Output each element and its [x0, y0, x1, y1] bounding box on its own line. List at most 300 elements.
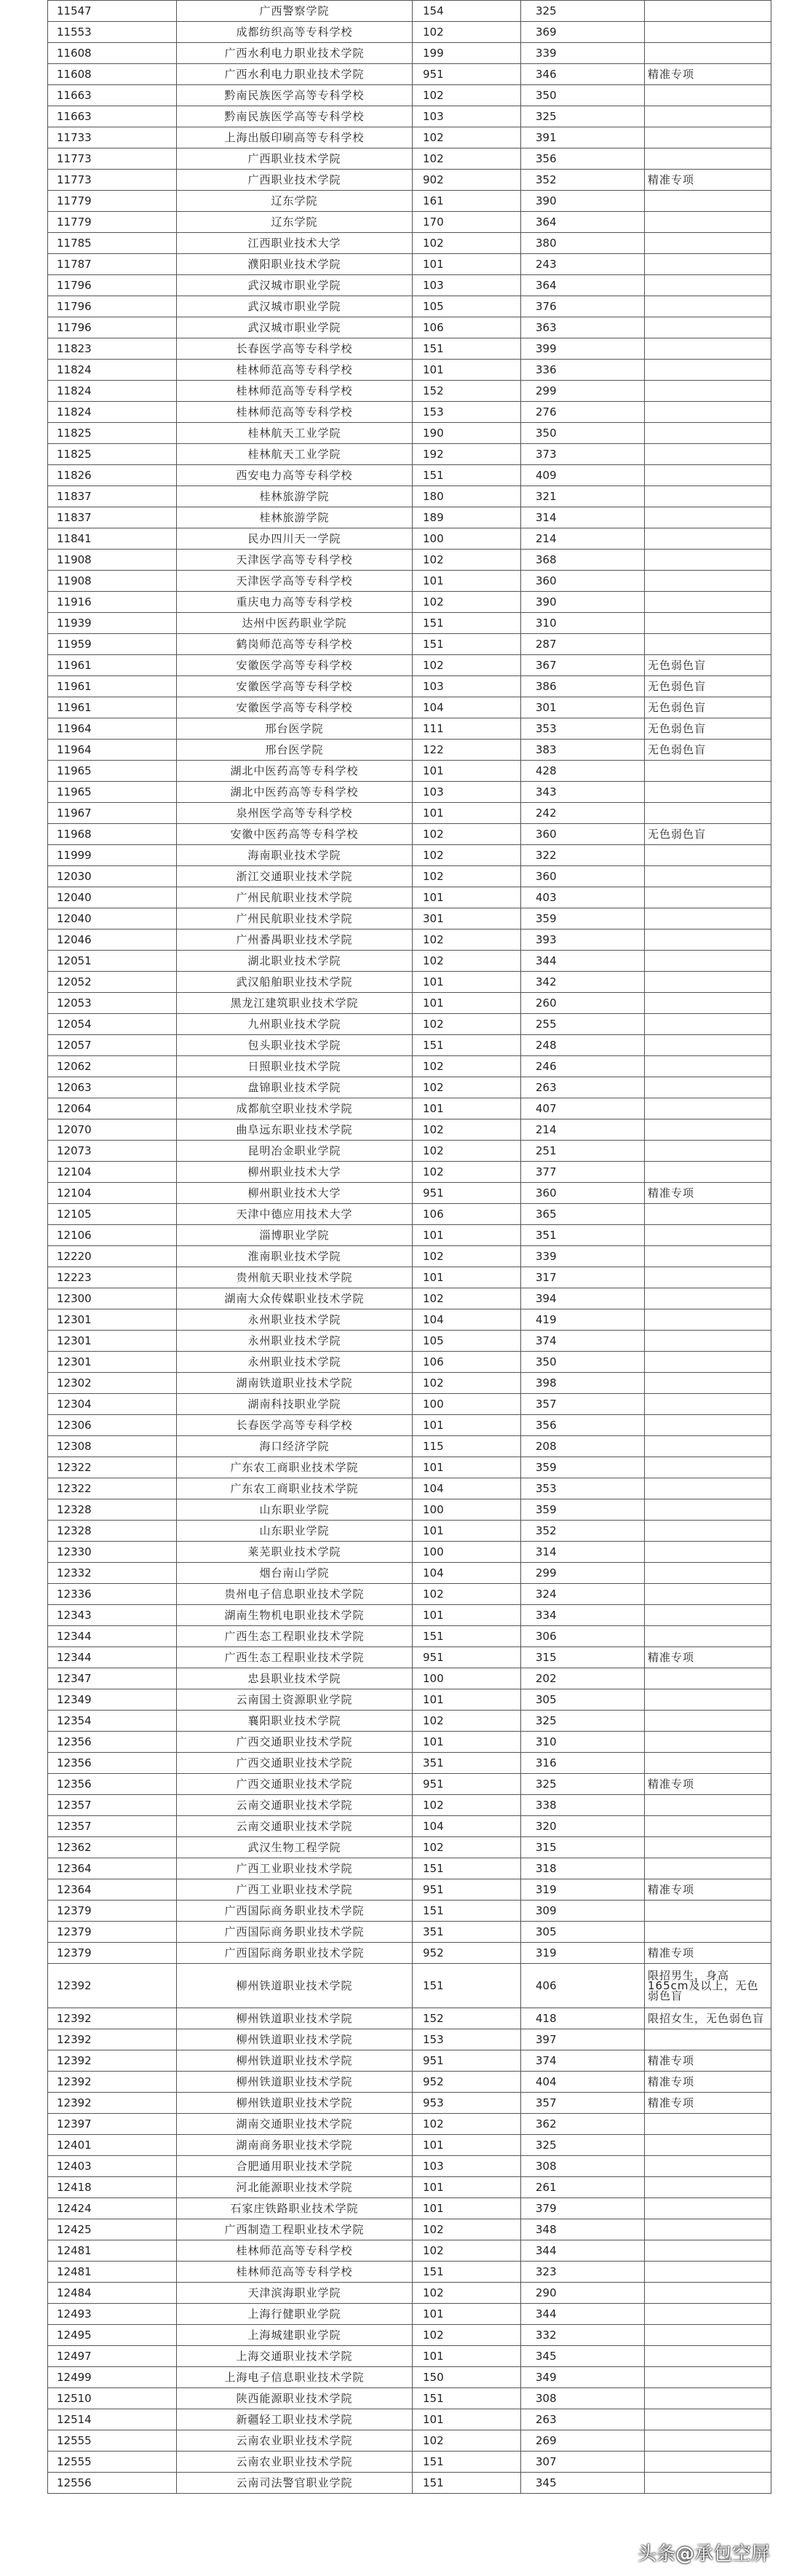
- score-cell: 208: [521, 1436, 645, 1457]
- note-cell: [645, 1816, 771, 1837]
- school-code-cell: 12301: [48, 1331, 177, 1352]
- score-cell: 310: [521, 613, 645, 634]
- school-code-cell: 12301: [48, 1309, 177, 1331]
- school-name-cell: 柳州职业技术大学: [177, 1183, 413, 1204]
- note-cell: [645, 254, 771, 275]
- school-name-cell: 安徽中医药高等专科学校: [177, 824, 413, 845]
- major-group-cell: 111: [413, 718, 521, 740]
- major-group-cell: 102: [413, 148, 521, 170]
- table-row: [48, 148, 771, 170]
- school-code-cell: 12062: [48, 1056, 177, 1077]
- major-group-cell: 153: [413, 402, 521, 423]
- school-code-cell: 11663: [48, 85, 177, 106]
- major-group-cell: 101: [413, 1605, 521, 1626]
- school-name-cell: 曲阜远东职业技术学院: [177, 1119, 413, 1141]
- school-code-cell: 12220: [48, 1246, 177, 1267]
- major-group-cell: 101: [413, 1098, 521, 1119]
- school-code-cell: 12344: [48, 1647, 177, 1668]
- school-name-cell: 永州职业技术学院: [177, 1352, 413, 1373]
- score-cell: 428: [521, 761, 645, 782]
- major-group-cell: 101: [413, 993, 521, 1014]
- table-row: [48, 2219, 771, 2240]
- school-code-cell: 12306: [48, 1415, 177, 1436]
- table-row: [48, 1457, 771, 1478]
- score-cell: 394: [521, 1288, 645, 1309]
- note-cell: [645, 1858, 771, 1879]
- score-cell: 214: [521, 1119, 645, 1141]
- major-group-cell: 192: [413, 444, 521, 465]
- major-group-cell: 102: [413, 1837, 521, 1858]
- table-row: [48, 1267, 771, 1288]
- note-cell: [645, 1331, 771, 1352]
- table-row: [48, 803, 771, 824]
- school-name-cell: 淄博职业学院: [177, 1225, 413, 1246]
- school-code-cell: 12362: [48, 1837, 177, 1858]
- major-group-cell: 151: [413, 613, 521, 634]
- table-row: [48, 233, 771, 254]
- score-cell: 373: [521, 444, 645, 465]
- school-name-cell: 烟台南山学院: [177, 1563, 413, 1584]
- school-code-cell: 12484: [48, 2283, 177, 2304]
- school-code-cell: 12104: [48, 1183, 177, 1204]
- table-row: [48, 972, 771, 993]
- school-name-cell: 广西生态工程职业技术学院: [177, 1647, 413, 1668]
- school-name-cell: 新疆轻工职业技术学院: [177, 2409, 413, 2430]
- table-row: [48, 1436, 771, 1457]
- school-code-cell: 11773: [48, 148, 177, 170]
- table-row: [48, 1225, 771, 1246]
- note-cell: [645, 1204, 771, 1225]
- score-cell: 323: [521, 2262, 645, 2283]
- score-cell: 309: [521, 1901, 645, 1922]
- table-row: [48, 887, 771, 908]
- school-name-cell: 桂林旅游学院: [177, 507, 413, 528]
- school-code-cell: 11916: [48, 592, 177, 613]
- school-code-cell: 11796: [48, 296, 177, 317]
- score-cell: 345: [521, 2473, 645, 2494]
- note-cell: [645, 908, 771, 930]
- table-row: [48, 1394, 771, 1415]
- note-cell: [645, 1457, 771, 1478]
- table-row: [48, 697, 771, 718]
- school-name-cell: 广西水利电力职业技术学院: [177, 64, 413, 85]
- major-group-cell: 102: [413, 2430, 521, 2452]
- school-name-cell: 天津滨海职业学院: [177, 2283, 413, 2304]
- school-code-cell: 12356: [48, 1732, 177, 1753]
- school-code-cell: 11773: [48, 170, 177, 191]
- school-name-cell: 莱芜职业技术学院: [177, 1542, 413, 1563]
- major-group-cell: 105: [413, 1331, 521, 1352]
- school-code-cell: 12495: [48, 2325, 177, 2346]
- table-row: [48, 1478, 771, 1499]
- school-code-cell: 11733: [48, 127, 177, 148]
- school-code-cell: 12330: [48, 1542, 177, 1563]
- score-cell: 360: [521, 1183, 645, 1204]
- school-name-cell: 天津中德应用技术大学: [177, 1204, 413, 1225]
- note-cell: [645, 1478, 771, 1499]
- major-group-cell: 100: [413, 1668, 521, 1689]
- table-row: [48, 1415, 771, 1436]
- table-row: [48, 275, 771, 296]
- admission-score-table: [47, 0, 771, 2494]
- table-body: [48, 1, 771, 2494]
- table-row: [48, 1563, 771, 1584]
- school-name-cell: 九州职业技术学院: [177, 1014, 413, 1035]
- note-cell: 精准专项: [645, 170, 771, 191]
- school-name-cell: 广西交通职业技术学院: [177, 1753, 413, 1774]
- score-cell: 348: [521, 2219, 645, 2240]
- score-cell: 344: [521, 2304, 645, 2325]
- table-row: [48, 676, 771, 697]
- note-cell: 精准专项: [645, 2072, 771, 2093]
- school-name-cell: 黔南民族医学高等专科学校: [177, 106, 413, 127]
- note-cell: [645, 1584, 771, 1605]
- table-row: [48, 22, 771, 43]
- watermark: [638, 2539, 770, 2566]
- note-cell: [645, 22, 771, 43]
- score-cell: 368: [521, 550, 645, 571]
- major-group-cell: 102: [413, 550, 521, 571]
- score-cell: 352: [521, 1521, 645, 1542]
- note-cell: [645, 338, 771, 360]
- major-group-cell: 902: [413, 170, 521, 191]
- school-name-cell: 云南农业职业技术学院: [177, 2430, 413, 2452]
- score-cell: 351: [521, 1225, 645, 1246]
- major-group-cell: 106: [413, 1352, 521, 1373]
- table-row: [48, 1753, 771, 1774]
- table-row: [48, 1647, 771, 1668]
- major-group-cell: 951: [413, 1879, 521, 1901]
- school-code-cell: 12392: [48, 2029, 177, 2050]
- school-name-cell: 淮南职业技术学院: [177, 1246, 413, 1267]
- major-group-cell: 952: [413, 2072, 521, 2093]
- score-cell: 316: [521, 1753, 645, 1774]
- school-name-cell: 辽东学院: [177, 191, 413, 212]
- school-code-cell: 12106: [48, 1225, 177, 1246]
- table-row: [48, 1542, 771, 1563]
- note-cell: [645, 1563, 771, 1584]
- table-row: [48, 2409, 771, 2430]
- major-group-cell: 101: [413, 360, 521, 381]
- table-row: [48, 2135, 771, 2156]
- note-cell: [645, 550, 771, 571]
- table-row: [48, 106, 771, 127]
- note-cell: 限招女生，无色弱色盲: [645, 2008, 771, 2029]
- table-row: [48, 1922, 771, 1943]
- score-cell: 334: [521, 1605, 645, 1626]
- major-group-cell: 102: [413, 2114, 521, 2135]
- table-row: [48, 1331, 771, 1352]
- note-cell: [645, 1668, 771, 1689]
- school-name-cell: 桂林旅游学院: [177, 486, 413, 507]
- school-name-cell: 辽东学院: [177, 212, 413, 233]
- score-cell: 393: [521, 930, 645, 951]
- school-name-cell: 广西国际商务职业技术学院: [177, 1922, 413, 1943]
- table-row: [48, 1309, 771, 1331]
- note-cell: [645, 1901, 771, 1922]
- table-row: [48, 718, 771, 740]
- note-cell: [645, 1415, 771, 1436]
- table-row: [48, 43, 771, 64]
- school-name-cell: 湖北中医药高等专科学校: [177, 761, 413, 782]
- score-cell: 317: [521, 1267, 645, 1288]
- major-group-cell: 101: [413, 1689, 521, 1711]
- school-code-cell: 11826: [48, 465, 177, 486]
- school-code-cell: 11959: [48, 634, 177, 655]
- major-group-cell: 151: [413, 1858, 521, 1879]
- note-cell: [645, 1288, 771, 1309]
- table-row: [48, 1119, 771, 1141]
- note-cell: [645, 2430, 771, 2452]
- note-cell: [645, 2156, 771, 2177]
- note-cell: 精准专项: [645, 64, 771, 85]
- school-name-cell: 武汉城市职业学院: [177, 317, 413, 338]
- score-cell: 260: [521, 993, 645, 1014]
- school-name-cell: 上海行健职业学院: [177, 2304, 413, 2325]
- school-code-cell: 11961: [48, 697, 177, 718]
- major-group-cell: 152: [413, 381, 521, 402]
- table-row: [48, 2240, 771, 2262]
- school-code-cell: 12053: [48, 993, 177, 1014]
- school-code-cell: 12328: [48, 1521, 177, 1542]
- table-row: [48, 1858, 771, 1879]
- note-cell: [645, 528, 771, 550]
- school-name-cell: 邢台医学院: [177, 718, 413, 740]
- school-code-cell: 12301: [48, 1352, 177, 1373]
- major-group-cell: 102: [413, 2325, 521, 2346]
- major-group-cell: 102: [413, 866, 521, 887]
- note-cell: [645, 866, 771, 887]
- school-name-cell: 广西水利电力职业技术学院: [177, 43, 413, 64]
- school-code-cell: 11965: [48, 761, 177, 782]
- school-code-cell: 11796: [48, 317, 177, 338]
- note-cell: [645, 2029, 771, 2050]
- table-row: [48, 2283, 771, 2304]
- major-group-cell: 951: [413, 1647, 521, 1668]
- school-code-cell: 11908: [48, 571, 177, 592]
- school-name-cell: 柳州铁道职业技术学院: [177, 2050, 413, 2072]
- major-group-cell: 351: [413, 1922, 521, 1943]
- table-row: [48, 2177, 771, 2198]
- school-code-cell: 11825: [48, 444, 177, 465]
- school-name-cell: 成都航空职业技术学院: [177, 1098, 413, 1119]
- school-name-cell: 民办四川天一学院: [177, 528, 413, 550]
- table-row: [48, 1056, 771, 1077]
- table-row: [48, 1035, 771, 1056]
- score-cell: 360: [521, 866, 645, 887]
- table-row: [48, 1964, 771, 2008]
- score-cell: 364: [521, 275, 645, 296]
- table-row: [48, 993, 771, 1014]
- school-name-cell: 桂林航天工业学院: [177, 444, 413, 465]
- school-name-cell: 陕西能源职业技术学院: [177, 2388, 413, 2409]
- school-code-cell: 12322: [48, 1478, 177, 1499]
- school-code-cell: 12343: [48, 1605, 177, 1626]
- school-code-cell: 11965: [48, 782, 177, 803]
- school-code-cell: 12357: [48, 1795, 177, 1816]
- table-row: [48, 191, 771, 212]
- score-cell: 350: [521, 1352, 645, 1373]
- score-cell: 353: [521, 1478, 645, 1499]
- major-group-cell: 104: [413, 1563, 521, 1584]
- major-group-cell: 102: [413, 1119, 521, 1141]
- score-cell: 301: [521, 697, 645, 718]
- major-group-cell: 101: [413, 1225, 521, 1246]
- table-row: [48, 782, 771, 803]
- table-row: [48, 64, 771, 85]
- school-name-cell: 湖南商务职业技术学院: [177, 2135, 413, 2156]
- school-code-cell: 12347: [48, 1668, 177, 1689]
- score-cell: 344: [521, 2240, 645, 2262]
- table-row: [48, 2346, 771, 2367]
- score-cell: 305: [521, 1922, 645, 1943]
- score-cell: 364: [521, 212, 645, 233]
- score-cell: 315: [521, 1647, 645, 1668]
- note-cell: [645, 1267, 771, 1288]
- note-cell: [645, 507, 771, 528]
- school-code-cell: 12328: [48, 1499, 177, 1521]
- school-name-cell: 忠县职业技术学院: [177, 1668, 413, 1689]
- note-cell: [645, 1499, 771, 1521]
- school-name-cell: 河北能源职业技术学院: [177, 2177, 413, 2198]
- major-group-cell: 104: [413, 1309, 521, 1331]
- school-code-cell: 12104: [48, 1162, 177, 1183]
- score-cell: 314: [521, 507, 645, 528]
- major-group-cell: 106: [413, 317, 521, 338]
- school-code-cell: 12392: [48, 2050, 177, 2072]
- score-cell: 346: [521, 64, 645, 85]
- school-code-cell: 11779: [48, 212, 177, 233]
- table-row: [48, 1689, 771, 1711]
- score-cell: 352: [521, 170, 645, 191]
- major-group-cell: 102: [413, 1056, 521, 1077]
- major-group-cell: 951: [413, 2050, 521, 2072]
- note-cell: [645, 1521, 771, 1542]
- school-name-cell: 天津医学高等专科学校: [177, 550, 413, 571]
- score-cell: 214: [521, 528, 645, 550]
- table-row: [48, 1711, 771, 1732]
- note-cell: 精准专项: [645, 1943, 771, 1964]
- note-cell: [645, 465, 771, 486]
- school-name-cell: 合肥通用职业技术学院: [177, 2156, 413, 2177]
- score-cell: 379: [521, 2198, 645, 2219]
- note-cell: [645, 2325, 771, 2346]
- major-group-cell: 151: [413, 1626, 521, 1647]
- major-group-cell: 101: [413, 1415, 521, 1436]
- school-code-cell: 11779: [48, 191, 177, 212]
- score-cell: 363: [521, 317, 645, 338]
- school-code-cell: 12379: [48, 1922, 177, 1943]
- major-group-cell: 951: [413, 1774, 521, 1795]
- major-group-cell: 100: [413, 1499, 521, 1521]
- note-cell: [645, 1753, 771, 1774]
- school-code-cell: 12344: [48, 1626, 177, 1647]
- school-code-cell: 12332: [48, 1563, 177, 1584]
- school-name-cell: 石家庄铁路职业技术学院: [177, 2198, 413, 2219]
- note-cell: [645, 1162, 771, 1183]
- major-group-cell: 102: [413, 930, 521, 951]
- school-code-cell: 12046: [48, 930, 177, 951]
- school-code-cell: 12302: [48, 1373, 177, 1394]
- score-cell: 336: [521, 360, 645, 381]
- school-name-cell: 云南交通职业技术学院: [177, 1816, 413, 1837]
- school-name-cell: 广西制造工程职业技术学院: [177, 2219, 413, 2240]
- table-row: [48, 1204, 771, 1225]
- table-row: [48, 866, 771, 887]
- note-cell: [645, 43, 771, 64]
- school-name-cell: 云南交通职业技术学院: [177, 1795, 413, 1816]
- major-group-cell: 151: [413, 338, 521, 360]
- major-group-cell: 151: [413, 2388, 521, 2409]
- major-group-cell: 151: [413, 1964, 521, 2008]
- school-code-cell: 12357: [48, 1816, 177, 1837]
- school-code-cell: 12064: [48, 1098, 177, 1119]
- school-code-cell: 12040: [48, 887, 177, 908]
- school-code-cell: 12364: [48, 1879, 177, 1901]
- table-row: [48, 170, 771, 191]
- score-cell: 339: [521, 1246, 645, 1267]
- school-name-cell: 泉州医学高等专科学校: [177, 803, 413, 824]
- score-cell: 318: [521, 1858, 645, 1879]
- score-cell: 325: [521, 1711, 645, 1732]
- score-cell: 356: [521, 1415, 645, 1436]
- table-row: [48, 2198, 771, 2219]
- school-code-cell: 12392: [48, 2008, 177, 2029]
- score-cell: 399: [521, 338, 645, 360]
- note-cell: [645, 2198, 771, 2219]
- school-code-cell: 12105: [48, 1204, 177, 1225]
- major-group-cell: 102: [413, 1288, 521, 1309]
- school-code-cell: 12322: [48, 1457, 177, 1478]
- table-row: [48, 2304, 771, 2325]
- school-name-cell: 柳州铁道职业技术学院: [177, 2008, 413, 2029]
- score-cell: 308: [521, 2388, 645, 2409]
- school-name-cell: 山东职业学院: [177, 1521, 413, 1542]
- note-cell: [645, 296, 771, 317]
- score-cell: 376: [521, 296, 645, 317]
- school-name-cell: 湖南交通职业技术学院: [177, 2114, 413, 2135]
- score-cell: 406: [521, 1964, 645, 2008]
- major-group-cell: 100: [413, 1394, 521, 1415]
- school-code-cell: 12336: [48, 1584, 177, 1605]
- school-name-cell: 桂林师范高等专科学校: [177, 360, 413, 381]
- note-cell: [645, 85, 771, 106]
- major-group-cell: 103: [413, 782, 521, 803]
- table-row: [48, 1014, 771, 1035]
- school-name-cell: 广东农工商职业技术学院: [177, 1457, 413, 1478]
- table-row: [48, 1837, 771, 1858]
- school-code-cell: 11837: [48, 507, 177, 528]
- major-group-cell: 102: [413, 1077, 521, 1098]
- school-code-cell: 11663: [48, 106, 177, 127]
- major-group-cell: 101: [413, 254, 521, 275]
- note-cell: [645, 1605, 771, 1626]
- major-group-cell: 102: [413, 1711, 521, 1732]
- table-row: [48, 296, 771, 317]
- school-code-cell: 11908: [48, 550, 177, 571]
- major-group-cell: 104: [413, 1816, 521, 1837]
- note-cell: [645, 930, 771, 951]
- score-cell: 374: [521, 2050, 645, 2072]
- note-cell: [645, 233, 771, 254]
- score-cell: 367: [521, 655, 645, 676]
- table-row: [48, 254, 771, 275]
- school-name-cell: 安徽医学高等专科学校: [177, 655, 413, 676]
- school-name-cell: 广西交通职业技术学院: [177, 1774, 413, 1795]
- score-cell: 353: [521, 718, 645, 740]
- school-code-cell: 12481: [48, 2240, 177, 2262]
- note-cell: [645, 317, 771, 338]
